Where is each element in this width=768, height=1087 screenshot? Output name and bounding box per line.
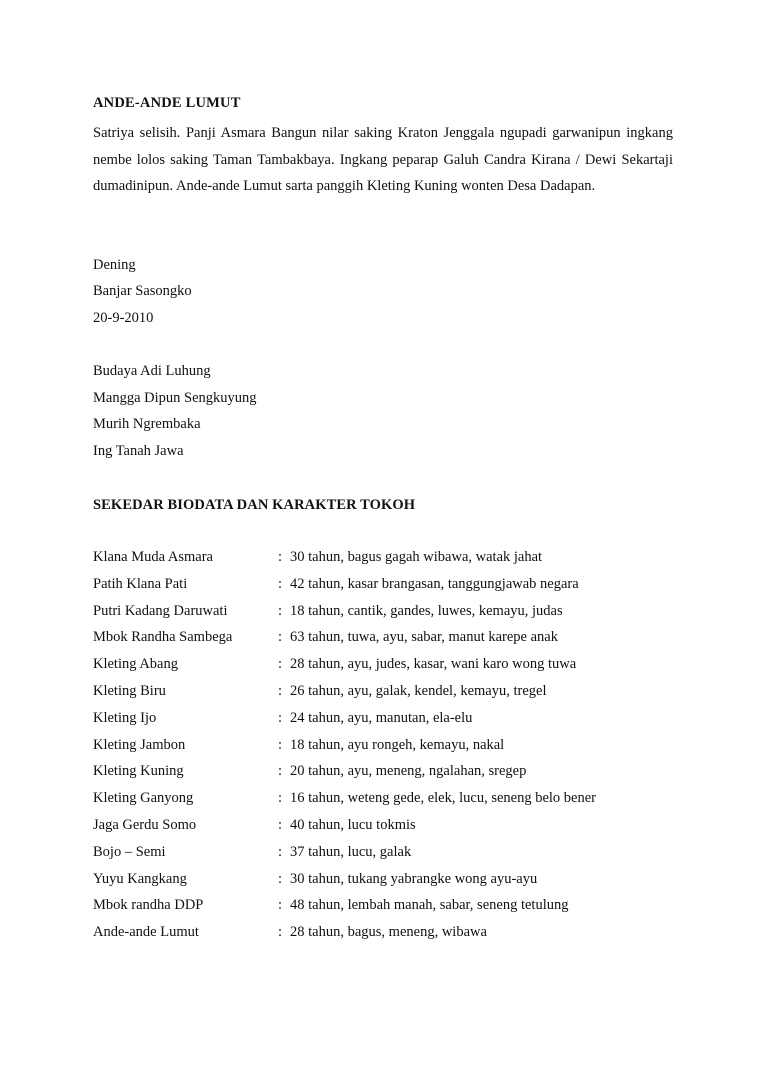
- character-description: 40 tahun, lucu tokmis: [290, 816, 416, 833]
- character-description: 18 tahun, ayu rongeh, kemayu, nakal: [290, 736, 505, 753]
- separator-colon: :: [278, 709, 283, 726]
- separator-colon: :: [278, 736, 283, 753]
- character-name: Ande-ande Lumut: [93, 924, 199, 941]
- character-description: 42 tahun, kasar brangasan, tanggungjawab negara: [290, 575, 579, 592]
- character-name: Kleting Ganyong: [93, 790, 194, 807]
- separator-colon: :: [278, 790, 283, 807]
- document-date: 20-9-2010: [93, 310, 154, 326]
- character-row: [93, 815, 673, 842]
- character-row: [93, 788, 673, 815]
- character-name: Yuyu Kangkang: [93, 870, 187, 887]
- author-name: Banjar Sasongko: [93, 283, 192, 299]
- character-description: 28 tahun, bagus, meneng, wibawa: [290, 924, 487, 941]
- character-row: [93, 574, 673, 601]
- synopsis-paragraph: Satriya selisih. Panji Asmara Bangun nilar saking Kraton Jenggala ngupadi garwanipun ingkang nembe lolos saking Taman Tambakbaya. Ingkang peparap Galuh Candra Kirana / Dewi Sekartaji dumadinipun. Ande-ande Lumut sarta panggih Kleting Kuning wonten Desa Dadapan.: [93, 125, 673, 194]
- character-description: 30 tahun, bagus gagah wibawa, watak jahat: [290, 549, 543, 565]
- separator-colon: :: [278, 870, 283, 887]
- separator-colon: :: [278, 602, 283, 619]
- separator-colon: :: [278, 897, 283, 914]
- character-description: 16 tahun, weteng gede, elek, lucu, seneng belo bener: [290, 790, 597, 807]
- character-name: Bojo – Semi: [93, 843, 166, 860]
- separator-colon: :: [278, 843, 283, 860]
- character-row: [93, 735, 673, 762]
- character-row: [93, 708, 673, 735]
- character-row: [93, 842, 673, 869]
- document-title: ANDE-ANDE LUMUT: [93, 95, 241, 111]
- character-name: Kleting Biru: [93, 682, 166, 699]
- motto-line: Murih Ngrembaka: [93, 416, 201, 432]
- section-title: SEKEDAR BIODATA DAN KARAKTER TOKOH: [93, 497, 416, 513]
- character-description: 20 tahun, ayu, meneng, ngalahan, sregep: [290, 763, 527, 780]
- character-name: Mbok Randha Sambega: [93, 629, 233, 646]
- by-label: Dening: [93, 257, 136, 273]
- separator-colon: :: [278, 656, 283, 673]
- separator-colon: :: [278, 763, 283, 780]
- separator-colon: :: [278, 575, 283, 592]
- character-name: Jaga Gerdu Somo: [93, 816, 197, 833]
- character-name: Kleting Abang: [93, 656, 178, 673]
- character-name: Patih Klana Pati: [93, 575, 188, 592]
- character-name: Putri Kadang Daruwati: [93, 602, 228, 619]
- character-row: [93, 547, 673, 574]
- separator-colon: :: [278, 682, 283, 699]
- character-description: 30 tahun, tukang yabrangke wong ayu-ayu: [290, 870, 538, 887]
- character-name: Kleting Ijo: [93, 709, 157, 726]
- character-description: 26 tahun, ayu, galak, kendel, kemayu, tregel: [290, 682, 547, 699]
- character-table: [93, 547, 673, 949]
- character-name: Mbok randha DDP: [93, 897, 204, 914]
- character-row: [93, 681, 673, 708]
- character-description: 24 tahun, ayu, manutan, ela-elu: [290, 709, 473, 726]
- character-row: [93, 627, 673, 654]
- character-description: 18 tahun, cantik, gandes, luwes, kemayu, judas: [290, 602, 563, 619]
- document-page: [93, 0, 673, 1087]
- motto-line: Ing Tanah Jawa: [93, 443, 184, 459]
- motto-line: Mangga Dipun Sengkuyung: [93, 390, 257, 406]
- character-row: [93, 895, 673, 922]
- separator-colon: :: [278, 629, 283, 646]
- character-description: 48 tahun, lembah manah, sabar, seneng tetulung: [290, 897, 569, 914]
- separator-colon: :: [278, 924, 283, 941]
- separator-colon: :: [278, 816, 283, 833]
- character-name: Klana Muda Asmara: [93, 549, 213, 565]
- character-row: [93, 654, 673, 681]
- character-description: 28 tahun, ayu, judes, kasar, wani karo wong tuwa: [290, 656, 577, 673]
- character-description: 37 tahun, lucu, galak: [290, 843, 412, 860]
- character-row: [93, 922, 673, 949]
- character-description: 63 tahun, tuwa, ayu, sabar, manut karepe anak: [290, 629, 558, 646]
- separator-colon: :: [278, 549, 283, 565]
- motto-line: Budaya Adi Luhung: [93, 363, 211, 379]
- character-row: [93, 869, 673, 896]
- character-name: Kleting Jambon: [93, 736, 186, 753]
- character-row: [93, 761, 673, 788]
- character-name: Kleting Kuning: [93, 763, 184, 780]
- character-row: [93, 601, 673, 628]
